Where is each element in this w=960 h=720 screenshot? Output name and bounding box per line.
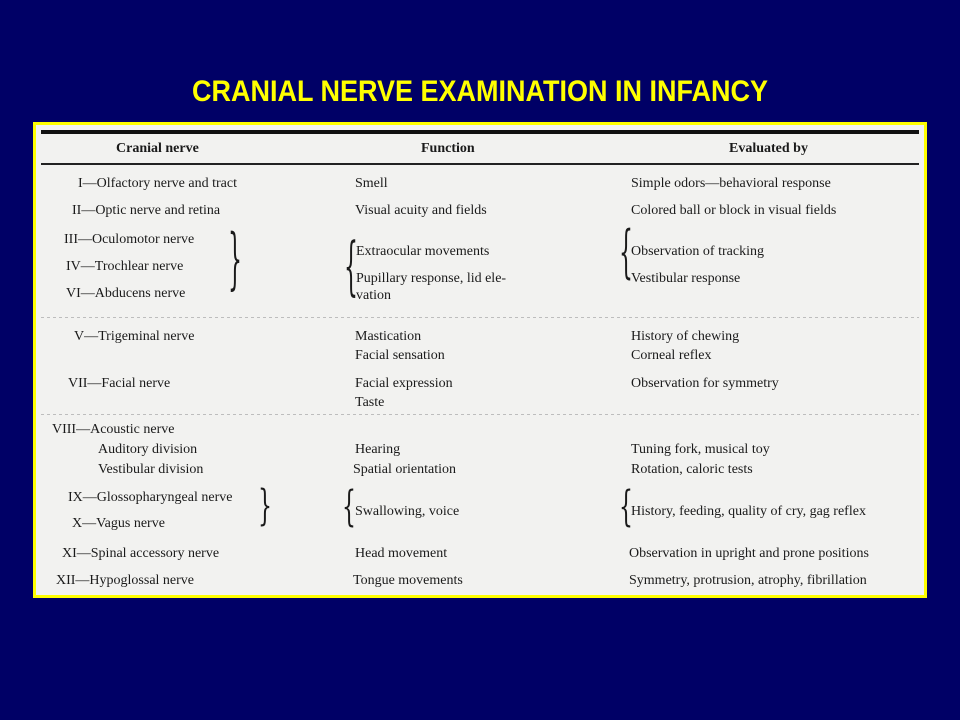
left-brace: { <box>619 221 633 287</box>
evaluation-cell: Symmetry, protrusion, atrophy, fibrillation <box>629 573 867 588</box>
nerve-cell: V—Trigeminal nerve <box>74 329 195 344</box>
group-divider <box>41 414 919 415</box>
function-cell: vation <box>356 288 391 303</box>
evaluation-cell: Simple odors—behavioral response <box>631 176 831 191</box>
nerve-cell: IX—Glossopharyngeal nerve <box>68 490 233 505</box>
function-cell: Visual acuity and fields <box>355 203 487 218</box>
nerve-cell: Auditory division <box>98 442 198 457</box>
evaluation-cell: History of chewing <box>631 329 740 344</box>
function-cell: Facial expression <box>355 376 453 391</box>
nerve-cell: I—Olfactory nerve and tract <box>78 176 237 191</box>
function-cell: Head movement <box>355 546 448 561</box>
header-cranial-nerve: Cranial nerve <box>116 141 199 156</box>
nerve-cell: X—Vagus nerve <box>72 516 165 531</box>
evaluation-cell: Tuning fork, musical toy <box>631 442 770 457</box>
evaluation-cell: Rotation, caloric tests <box>631 462 753 477</box>
nerve-cell: IV—Trochlear nerve <box>66 259 184 274</box>
cranial-nerve-table <box>33 122 927 598</box>
evaluation-cell: Observation of tracking <box>631 244 764 259</box>
left-brace: { <box>342 484 356 532</box>
nerve-cell: XI—Spinal accessory nerve <box>62 546 220 561</box>
evaluation-cell: Observation for symmetry <box>631 376 779 391</box>
nerve-cell: XII—Hypoglossal nerve <box>56 573 195 588</box>
nerve-cell: Vestibular division <box>98 462 204 477</box>
right-brace: } <box>228 224 242 299</box>
header-evaluated-by: Evaluated by <box>729 141 808 156</box>
function-cell: Smell <box>355 176 388 191</box>
nerve-cell: VIII—Acoustic nerve <box>52 422 175 437</box>
function-cell: Pupillary response, lid ele- <box>356 271 507 286</box>
function-cell: Taste <box>355 395 385 410</box>
function-cell: Mastication <box>355 329 422 344</box>
function-cell: Extraocular movements <box>356 244 490 259</box>
evaluation-cell: History, feeding, quality of cry, gag reflex <box>631 504 866 519</box>
function-cell: Swallowing, voice <box>355 504 460 519</box>
function-cell: Tongue movements <box>353 573 463 588</box>
evaluation-cell: Observation in upright and prone positions <box>629 546 869 561</box>
evaluation-cell: Colored ball or block in visual fields <box>631 203 837 218</box>
group-divider <box>41 317 919 318</box>
nerve-cell: III—Oculomotor nerve <box>64 232 195 247</box>
left-brace: { <box>619 484 633 532</box>
nerve-cell: VII—Facial nerve <box>68 376 171 391</box>
function-cell: Spatial orientation <box>353 462 457 477</box>
function-cell: Facial sensation <box>355 348 445 363</box>
left-brace: { <box>344 232 358 305</box>
nerve-cell: VI—Abducens nerve <box>66 286 186 301</box>
evaluation-cell: Corneal reflex <box>631 348 712 363</box>
header-function: Function <box>421 141 475 156</box>
header-rule <box>41 163 919 165</box>
evaluation-cell: Vestibular response <box>631 271 741 286</box>
function-cell: Hearing <box>355 442 401 457</box>
nerve-cell: II—Optic nerve and retina <box>72 203 221 218</box>
slide-title: CRANIAL NERVE EXAMINATION IN INFANCY <box>191 75 769 108</box>
table-top-rule <box>41 130 919 134</box>
right-brace: } <box>258 483 272 531</box>
